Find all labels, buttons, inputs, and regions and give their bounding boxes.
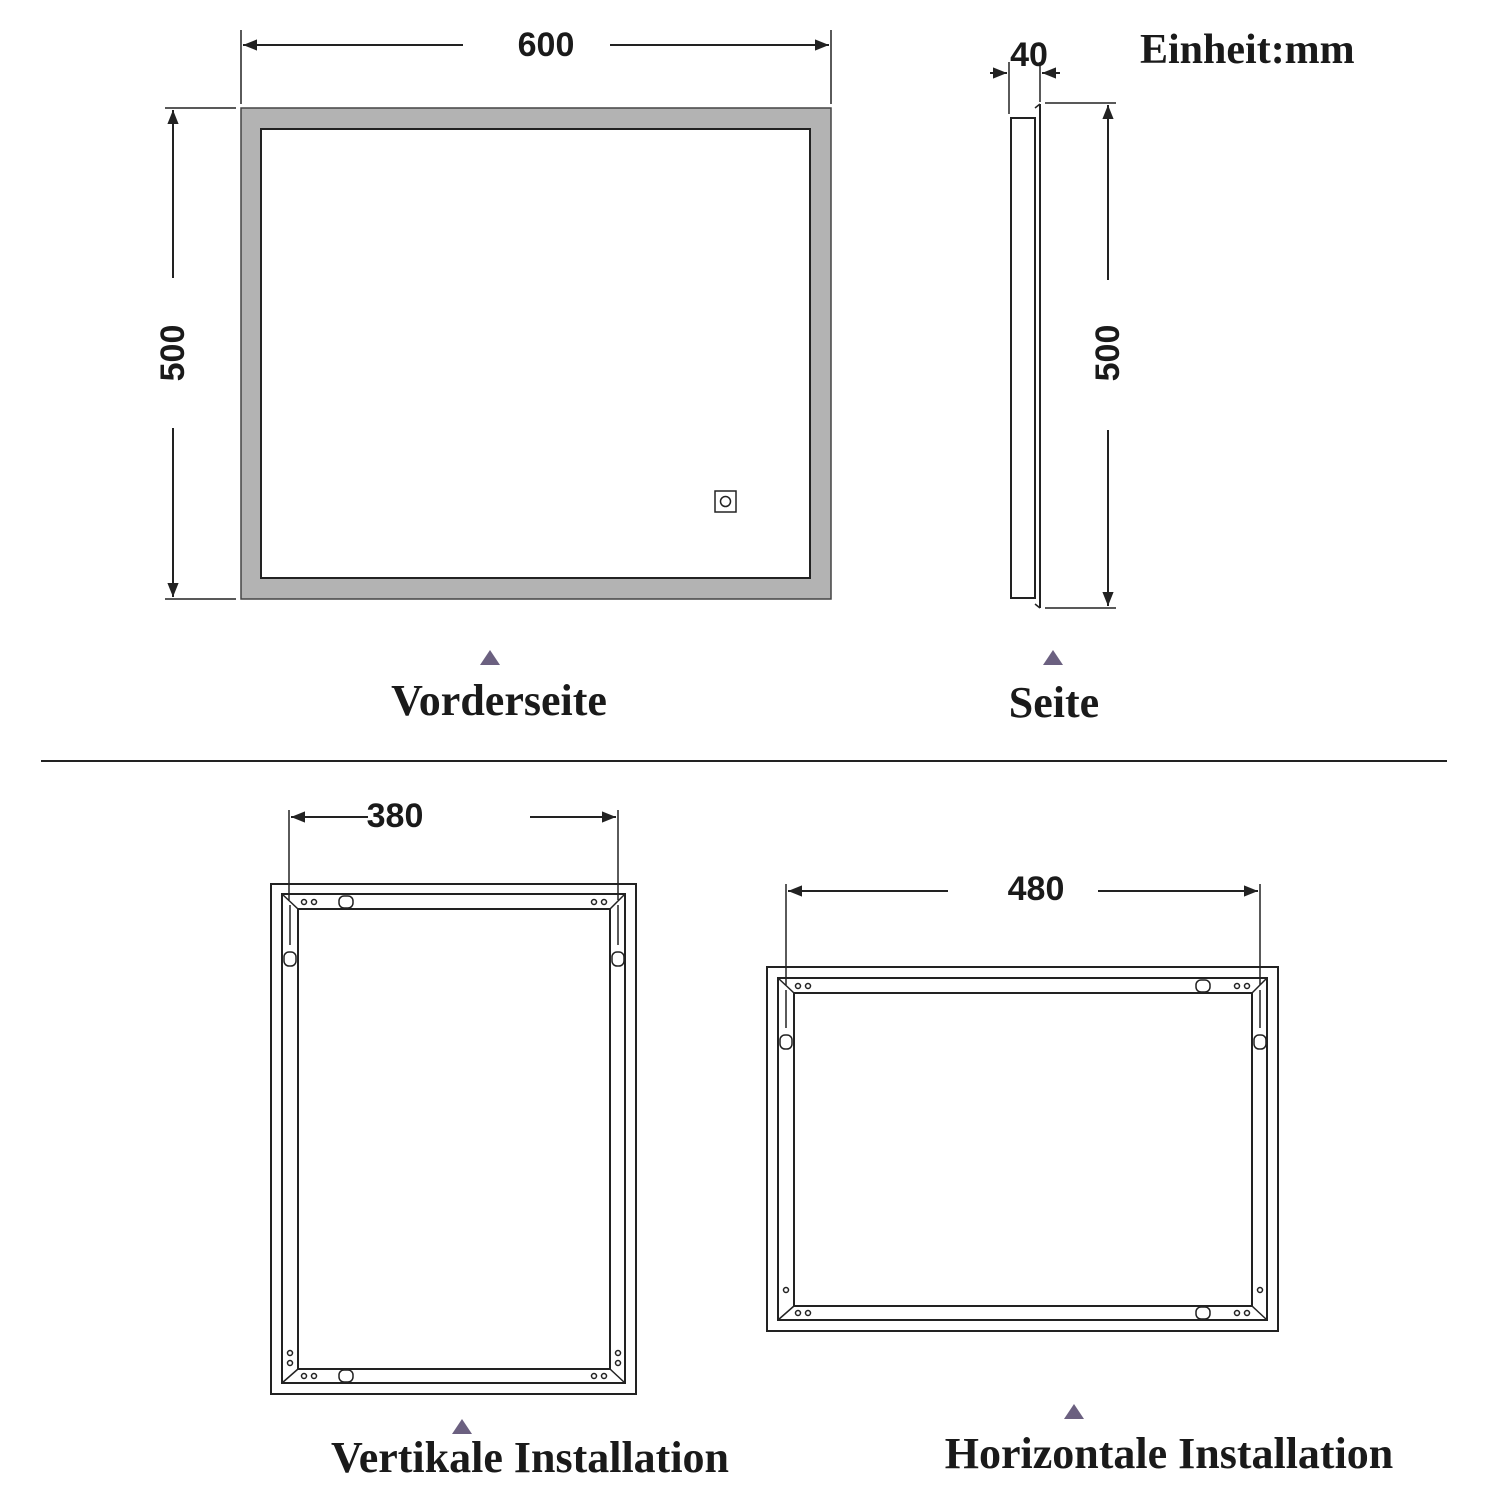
front-height-label: 500: [154, 324, 192, 382]
vertical-outer-frame: [271, 884, 636, 1394]
side-depth-label: 40: [1010, 36, 1048, 74]
front-caption: Vorderseite: [391, 676, 607, 725]
horizontal-caption: Horizontale Installation: [944, 1429, 1394, 1478]
side-caption-marker: [1043, 650, 1063, 665]
horizontal-caption-marker: [1064, 1404, 1084, 1419]
side-body: [1011, 118, 1035, 598]
touch-switch-icon: [715, 491, 736, 512]
vertical-span-label: 380: [366, 797, 424, 835]
side-caption: Seite: [1008, 678, 1100, 727]
front-caption-marker: [480, 650, 500, 665]
vertical-installation-view: [271, 797, 729, 1482]
horizontal-span-label: 480: [1007, 870, 1065, 908]
side-height-label: 500: [1089, 324, 1127, 382]
vertical-caption: Vertikale Installation: [330, 1433, 730, 1482]
front-width-label: 600: [517, 26, 575, 64]
horizontal-installation-view: [767, 870, 1393, 1478]
horizontal-outer-frame: [767, 967, 1278, 1331]
front-view: [154, 26, 831, 725]
side-view: [990, 36, 1127, 727]
vertical-caption-marker: [452, 1419, 472, 1434]
unit-label: Einheit:mm: [1140, 27, 1355, 73]
